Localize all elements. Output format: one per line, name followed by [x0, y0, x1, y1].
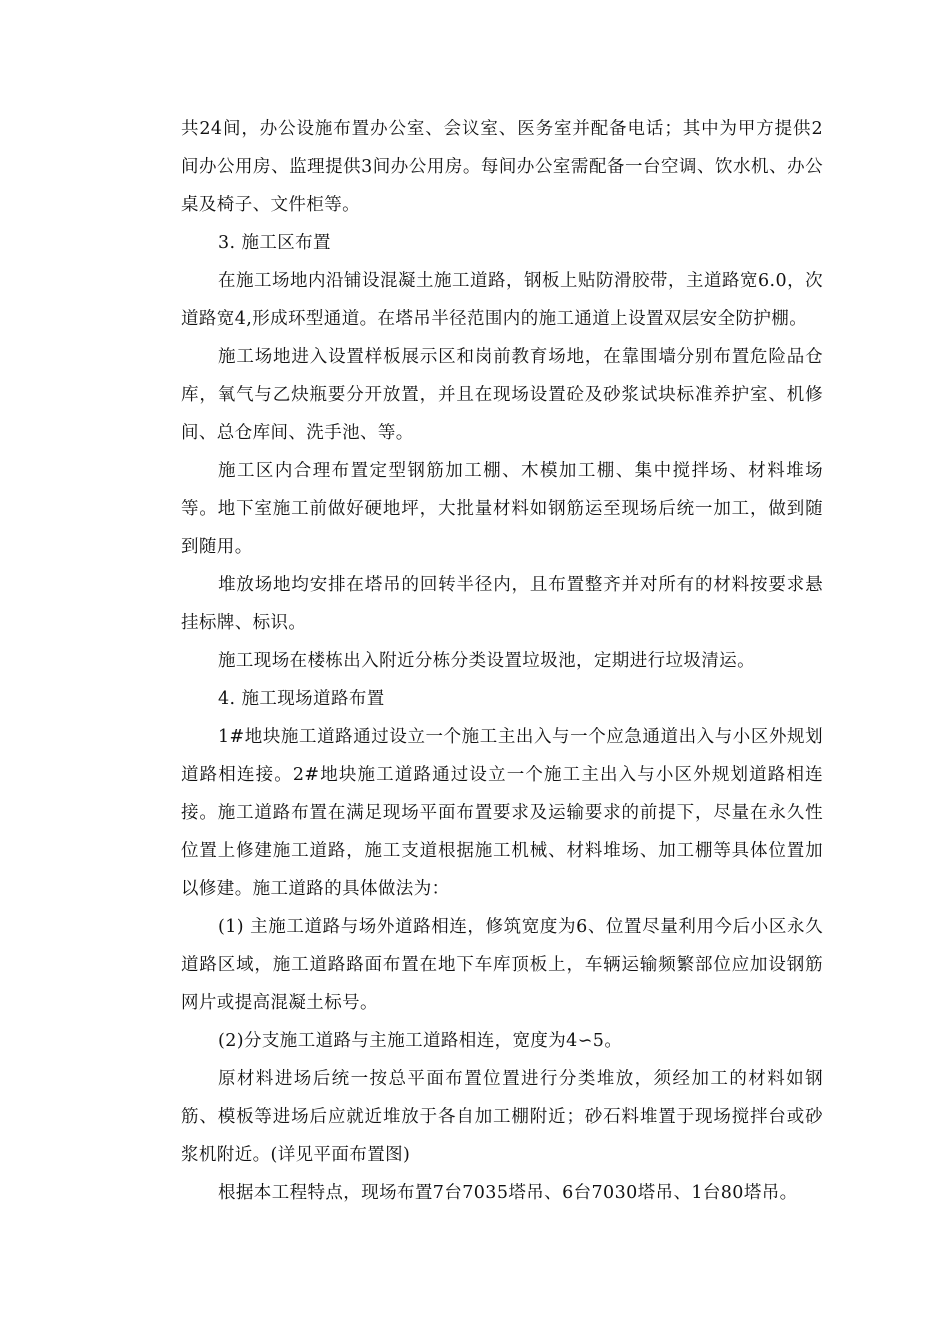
paragraph-road-connection: 1#地块施工道路通过设立一个施工主出入与一个应急通道出入与小区外规划道路相连接。2#地块施工道路通过设立一个施工主出入与小区外规划道路相连接。施工道路布置在满足现场平面布置要求及运输要求的前提下，尽量在永久性位置上修建施工道路，施工支道根据施工机械、材料堆场、加工棚等具体位置加以修建。施工道路的具体做法为： [181, 727, 823, 899]
heading-road-layout: 4. 施工现场道路布置 [218, 689, 385, 709]
paragraph-tower-cranes: 根据本工程特点，现场布置7台7035塔吊、6台7030塔吊、1台80塔吊。 [218, 1183, 798, 1203]
paragraph-storage-area: 堆放场地均安排在塔吊的回转半径内，且布置整齐并对所有的材料按要求悬挂标牌、标识。 [181, 575, 823, 633]
paragraph-material-stacking: 原材料进场后统一按总平面布置位置进行分类堆放，须经加工的材料如钢筋、模板等进场后应就近堆放于各自加工棚附近；砂石料堆置于现场搅拌台或砂浆机附近。(详见平面布置图) [181, 1069, 823, 1165]
paragraph-processing-sheds: 施工区内合理布置定型钢筋加工棚、木模加工棚、集中搅拌场、材料堆场等。地下室施工前做好硬地坪，大批量材料如钢筋运至现场后统一加工，做到随到随用。 [181, 461, 823, 557]
paragraph-garbage: 施工现场在楼栋出入附近分栋分类设置垃圾池，定期进行垃圾清运。 [218, 651, 755, 671]
paragraph-site-entry: 施工场地进入设置样板展示区和岗前教育场地，在靠围墙分别布置危险品仓库，氧气与乙炔瓶要分开放置，并且在现场设置砼及砂浆试块标准养护室、机修间、总仓库间、洗手池、等。 [181, 347, 823, 443]
paragraph-main-road: (1) 主施工道路与场外道路相连，修筑宽度为6、位置尽量利用今后小区永久道路区域，施工道路路面布置在地下车库顶板上，车辆运输频繁部位应加设钢筋网片或提高混凝土标号。 [181, 917, 823, 1013]
paragraph-office-facilities: 共24间，办公设施布置办公室、会议室、医务室并配备电话；其中为甲方提供2间办公用房、监理提供3间办公用房。每间办公室需配备一台空调、饮水机、办公桌及椅子、文件柜等。 [181, 119, 823, 215]
heading-construction-area: 3. 施工区布置 [218, 233, 331, 253]
paragraph-branch-road: (2)分支施工道路与主施工道路相连，宽度为4∽5。 [218, 1031, 623, 1051]
document-body [181, 110, 823, 1212]
paragraph-construction-road: 在施工场地内沿铺设混凝土施工道路，钢板上贴防滑胶带，主道路宽6.0，次道路宽4,形成环型通道。在塔吊半径范围内的施工通道上设置双层安全防护棚。 [181, 271, 823, 329]
